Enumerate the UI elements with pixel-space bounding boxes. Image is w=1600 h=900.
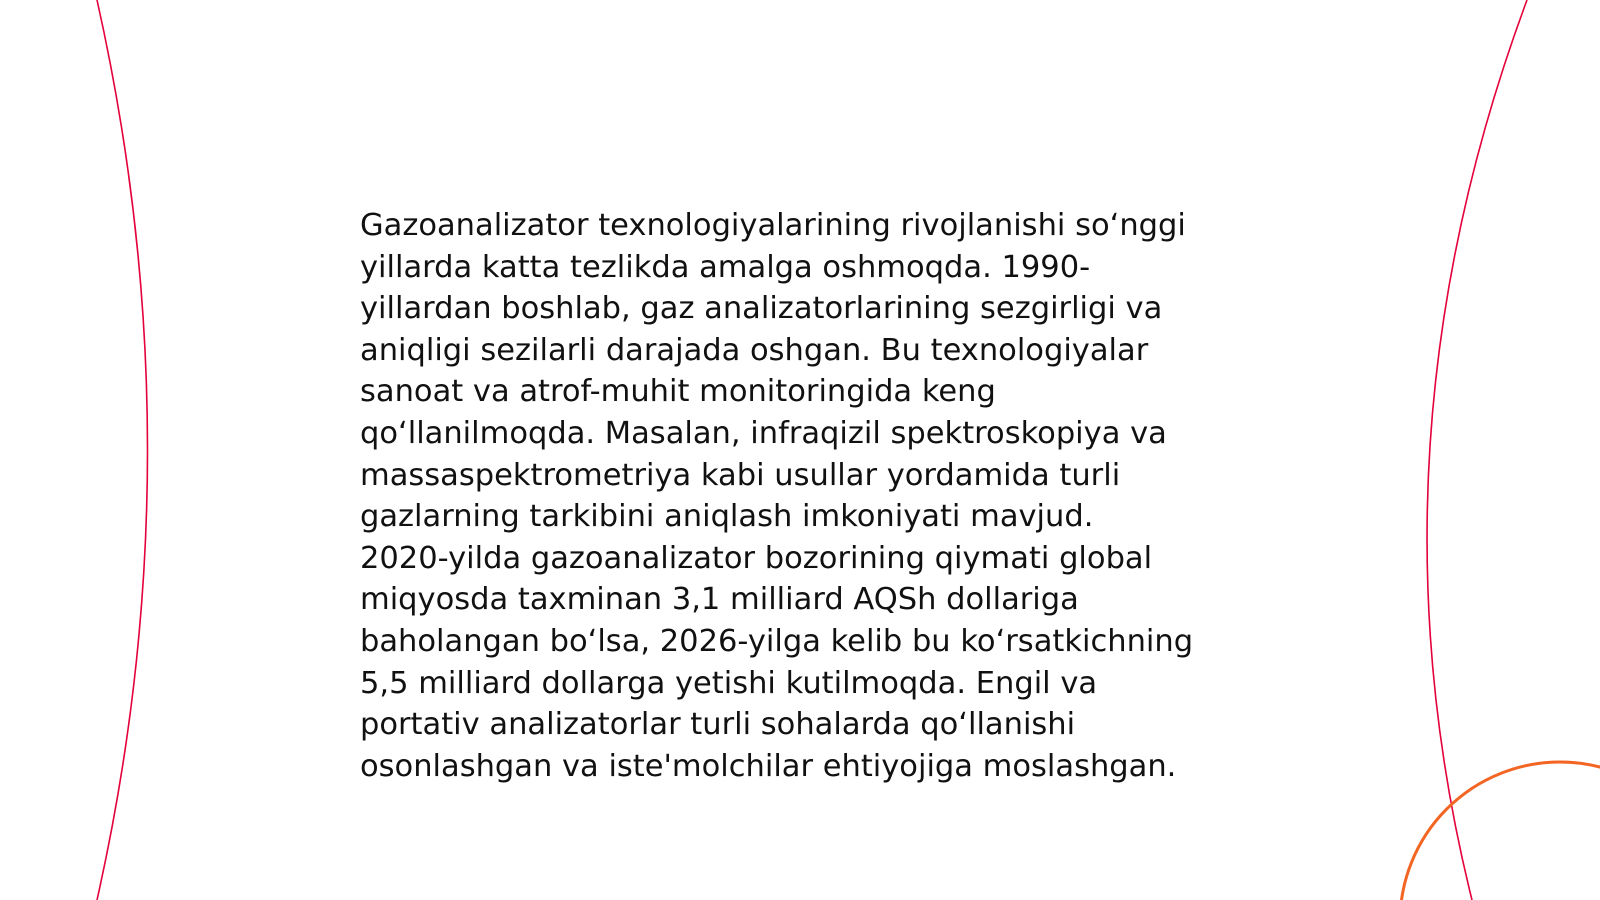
paragraph-line: yillarda katta tezlikda amalga oshmoqda. 1990- <box>360 249 1091 285</box>
right-arc-line <box>1427 0 1527 900</box>
paragraph-line: aniqligi sezilarli darajada oshgan. Bu texnologiyalar <box>360 332 1149 368</box>
paragraph-line: qo‘llanilmoqda. Masalan, infraqizil spektroskopiya va <box>360 415 1167 451</box>
paragraph-line: osonlashgan va iste'molchilar ehtiyojiga moslashgan. <box>360 748 1177 784</box>
left-arc-line <box>97 0 148 900</box>
paragraph-line: miqyosda taxminan 3,1 milliard AQSh dollariga <box>360 582 1079 618</box>
paragraph-line: 5,5 milliard dollarga yetishi kutilmoqda. Engil va <box>360 665 1098 701</box>
orange-circle-outline <box>1400 762 1600 900</box>
paragraph-line: 2020-yilda gazoanalizator bozorining qiymati global <box>360 540 1153 576</box>
paragraph-line: portativ analizatorlar turli sohalarda qo‘llanishi <box>360 707 1076 743</box>
paragraph-line: yillardan boshlab, gaz analizatorlarining sezgirligi va <box>360 291 1163 327</box>
body-paragraph <box>360 205 1260 787</box>
paragraph-line: massaspektrometriya kabi usullar yordamida turli <box>360 457 1121 493</box>
paragraph-line: sanoat va atrof-muhit monitoringida keng <box>360 374 996 410</box>
paragraph-line: gazlarning tarkibini aniqlash imkoniyati mavjud. <box>360 499 1094 535</box>
paragraph-line: Gazoanalizator texnologiyalarining rivojlanishi so‘nggi <box>360 208 1186 243</box>
paragraph-line: baholangan bo‘lsa, 2026-yilga kelib bu ko‘rsatkichning <box>360 623 1194 659</box>
